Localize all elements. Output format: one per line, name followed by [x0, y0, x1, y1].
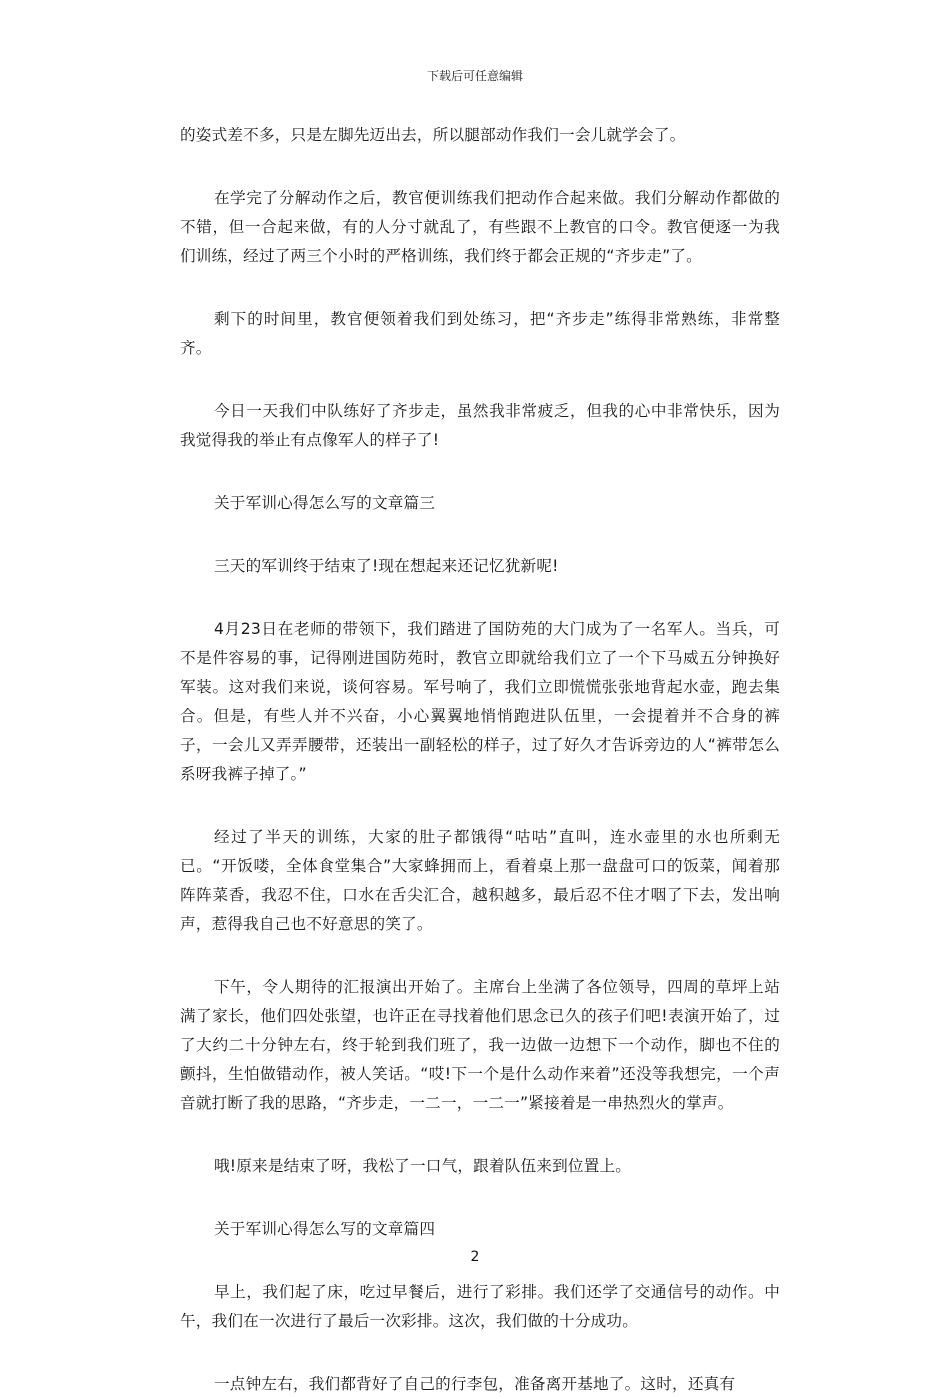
paragraph: 今日一天我们中队练好了齐步走，虽然我非常疲乏，但我的心中非常快乐，因为我觉得我的举止有点像军人的样子了!: [180, 402, 780, 449]
paragraph: 在学完了分解动作之后，教官便训练我们把动作合起来做。我们分解动作都做的不错，但一合起来做，有的人分寸就乱了，有些跟不上教官的口令。教官便逐一为我们训练，经过了两三个小时的严格训练，我们终于都会正规的“齐步走”了。: [180, 189, 780, 265]
section-heading: 关于军训心得怎么写的文章篇三: [214, 494, 436, 512]
document-body: [180, 121, 780, 1399]
paragraph: 经过了半天的训练，大家的肚子都饿得“咕咕”直叫，连水壶里的水也所剩无已。“开饭喽，全体食堂集合”大家蜂拥而上，看着桌上那一盘盘可口的饭菜，闻着那阵阵菜香，我忍不住，口水在舌尖汇合，越积越多，最后忍不住才咽了下去，发出响声，惹得我自己也不好意思的笑了。: [180, 828, 780, 933]
paragraph: 剩下的时间里，教官便领着我们到处练习，把“齐步走”练得非常熟练，非常整齐。: [180, 310, 780, 357]
paragraph: 4月23日在老师的带领下，我们踏进了国防苑的大门成为了一名军人。当兵，可不是件容易的事，记得刚进国防苑时，教官立即就给我们立了一个下马威五分钟换好军装。这对我们来说，谈何容易。军号响了，我们立即慌慌张张地背起水壶，跑去集合。但是，有些人并不兴奋，小心翼翼地悄悄跑进队伍里，一会提着并不合身的裤子，一会儿又弄弄腰带，还装出一副轻松的样子，过了好久才告诉旁边的人“裤带怎么系呀我裤子掉了。”: [180, 620, 780, 783]
paragraph: 下午，令人期待的汇报演出开始了。主席台上坐满了各位领导，四周的草坪上站满了家长，他们四处张望，也许正在寻找着他们思念已久的孩子们吧!表演开始了，过了大约二十分钟左右，终于轮到我们班了，我一边做一边想下一个动作，脚也不住的颤抖，生怕做错动作，被人笑话。“哎!下一个是什么动作来着”还没等我想完，一个声音就打断了我的思路，“齐步走，一二一，一二一”紧接着是一串热烈火的掌声。: [180, 978, 780, 1112]
paragraph: 哦!原来是结束了呀，我松了一口气，跟着队伍来到位置上。: [214, 1157, 632, 1175]
paragraph: 三天的军训终于结束了!现在想起来还记忆犹新呢!: [214, 557, 559, 575]
paragraph: 一点钟左右，我们都背好了自己的行李包，准备离开基地了。这时，还真有: [214, 1375, 736, 1393]
page-header: 下载后可任意编辑: [426, 69, 523, 83]
paragraph: 早上，我们起了床，吃过早餐后，进行了彩排。我们还学了交通信号的动作。中午，我们在一次进行了最后一次彩排。这次，我们做的十分成功。: [180, 1283, 780, 1330]
paragraph-continuation: 的姿式差不多，只是左脚先迈出去，所以腿部动作我们一会儿就学会了。: [180, 126, 686, 144]
section-heading: 关于军训心得怎么写的文章篇四: [214, 1220, 436, 1238]
page-number: 2: [470, 1249, 480, 1265]
